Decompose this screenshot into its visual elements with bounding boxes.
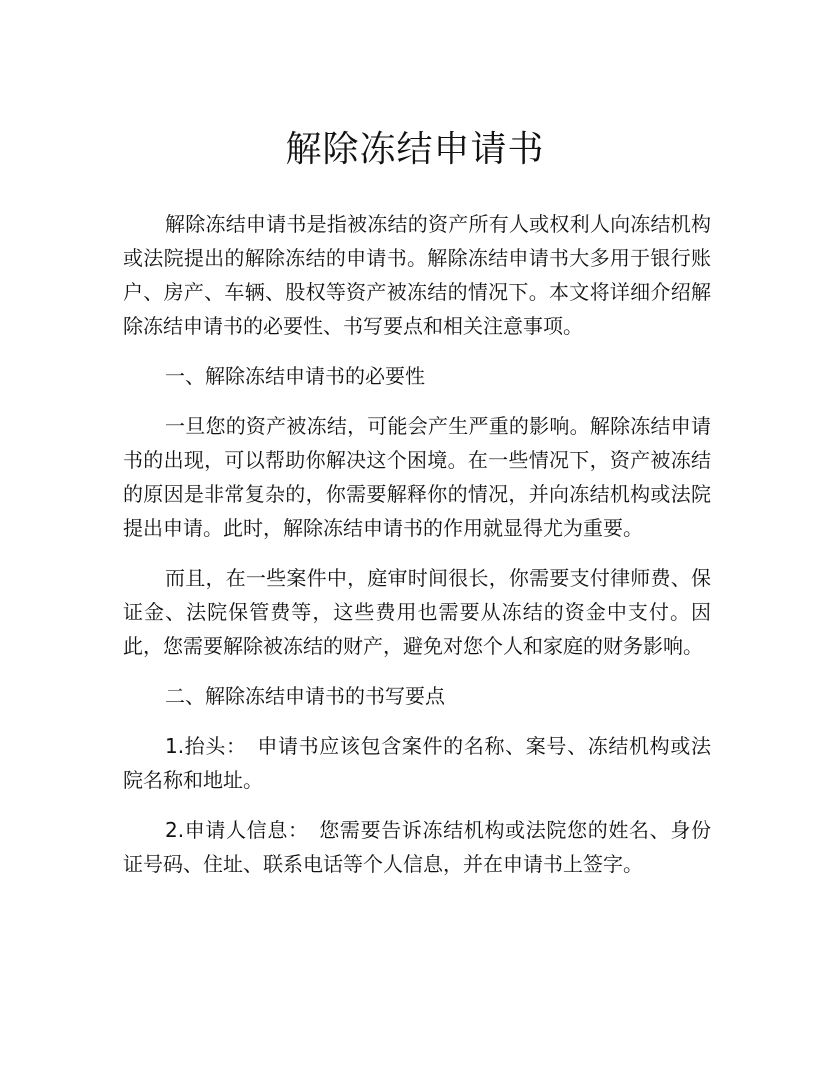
necessity-paragraph-1: 一旦您的资产被冻结，可能会产生严重的影响。解除冻结申请书的出现，可以帮助你解决这个困境。在一些情况下，资产被冻结的原因是非常复杂的，你需要解释你的情况，并向冻结机构或法院提出申请。此时，解除冻结申请书的作用就显得尤为重要。 [123, 414, 711, 540]
point-applicant-info: 2.申请人信息： 您需要告诉冻结机构或法院您的姓名、身份证号码、住址、联系电话等个人信息，并在申请书上签字。 [123, 818, 711, 876]
intro-paragraph: 解除冻结申请书是指被冻结的资产所有人或权利人向冻结机构或法院提出的解除冻结的申请书。解除冻结申请书大多用于银行账户、房产、车辆、股权等资产被冻结的情况下。本文将详细介绍解除冻结申请书的必要性、书写要点和相关注意事项。 [123, 212, 711, 338]
point-header: 1.抬头： 申请书应该包含案件的名称、案号、冻结机构或法院名称和地址。 [123, 734, 711, 792]
watermark: ​ [325, 379, 382, 460]
section-heading-necessity: 一、解除冻结申请书的必要性 [165, 364, 425, 388]
necessity-paragraph-2: 而且，在一些案件中，庭审时间很长，你需要支付律师费、保证金、法院保管费等，这些费用也需要从冻结的资金中支付。因此，您需要解除被冻结的财产，避免对您个人和家庭的财务影响。 [123, 566, 711, 658]
document-title: 解除冻结申请书 [285, 129, 545, 170]
document-body [123, 207, 711, 897]
section-heading-writing-points: 二、解除冻结申请书的书写要点 [165, 684, 445, 708]
